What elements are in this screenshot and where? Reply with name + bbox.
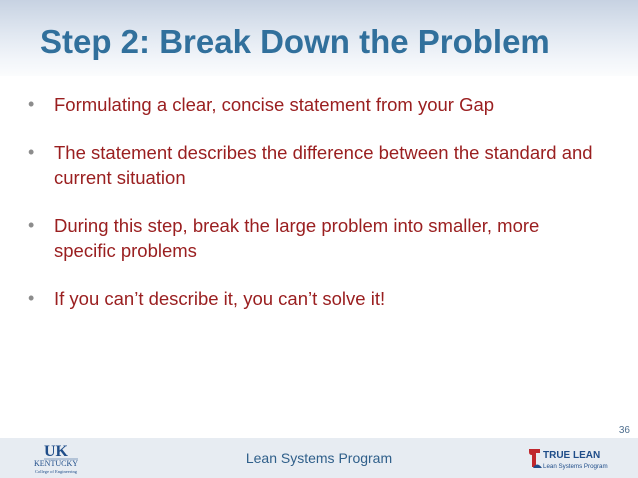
bullet-dot-icon: • (28, 215, 35, 235)
true-lean-logo-sub: Lean Systems Program (543, 463, 608, 470)
footer-bar (0, 438, 638, 478)
footer-program-label: Lean Systems Program (245, 450, 393, 466)
bullet-text: If you can’t describe it, you can’t solve it! (54, 288, 386, 309)
bullet-item (26, 213, 606, 263)
bullet-item (26, 92, 606, 117)
bullet-item (26, 140, 606, 190)
bullet-text: The statement describes the difference between the standard and current situation (54, 142, 593, 188)
true-lean-logo-icon (527, 446, 613, 472)
bullet-dot-icon: • (28, 288, 35, 308)
slide-title: Step 2: Break Down the Problem (40, 23, 550, 60)
bullet-dot-icon: • (28, 142, 35, 162)
bullet-text: Formulating a clear, concise statement from your Gap (54, 94, 495, 115)
bullet-list (26, 92, 606, 334)
true-lean-logo-name: TRUE LEAN (543, 450, 601, 461)
bullet-text: During this step, break the large problem into smaller, more specific problems (54, 215, 540, 261)
uk-logo-line1: KENTUCKY (34, 459, 78, 468)
bullet-dot-icon: • (28, 94, 35, 114)
uk-logo-mark: UK (44, 443, 68, 460)
page-number: 36 (618, 425, 630, 436)
uk-logo-line2: College of Engineering (35, 469, 77, 474)
bullet-item (26, 286, 606, 311)
